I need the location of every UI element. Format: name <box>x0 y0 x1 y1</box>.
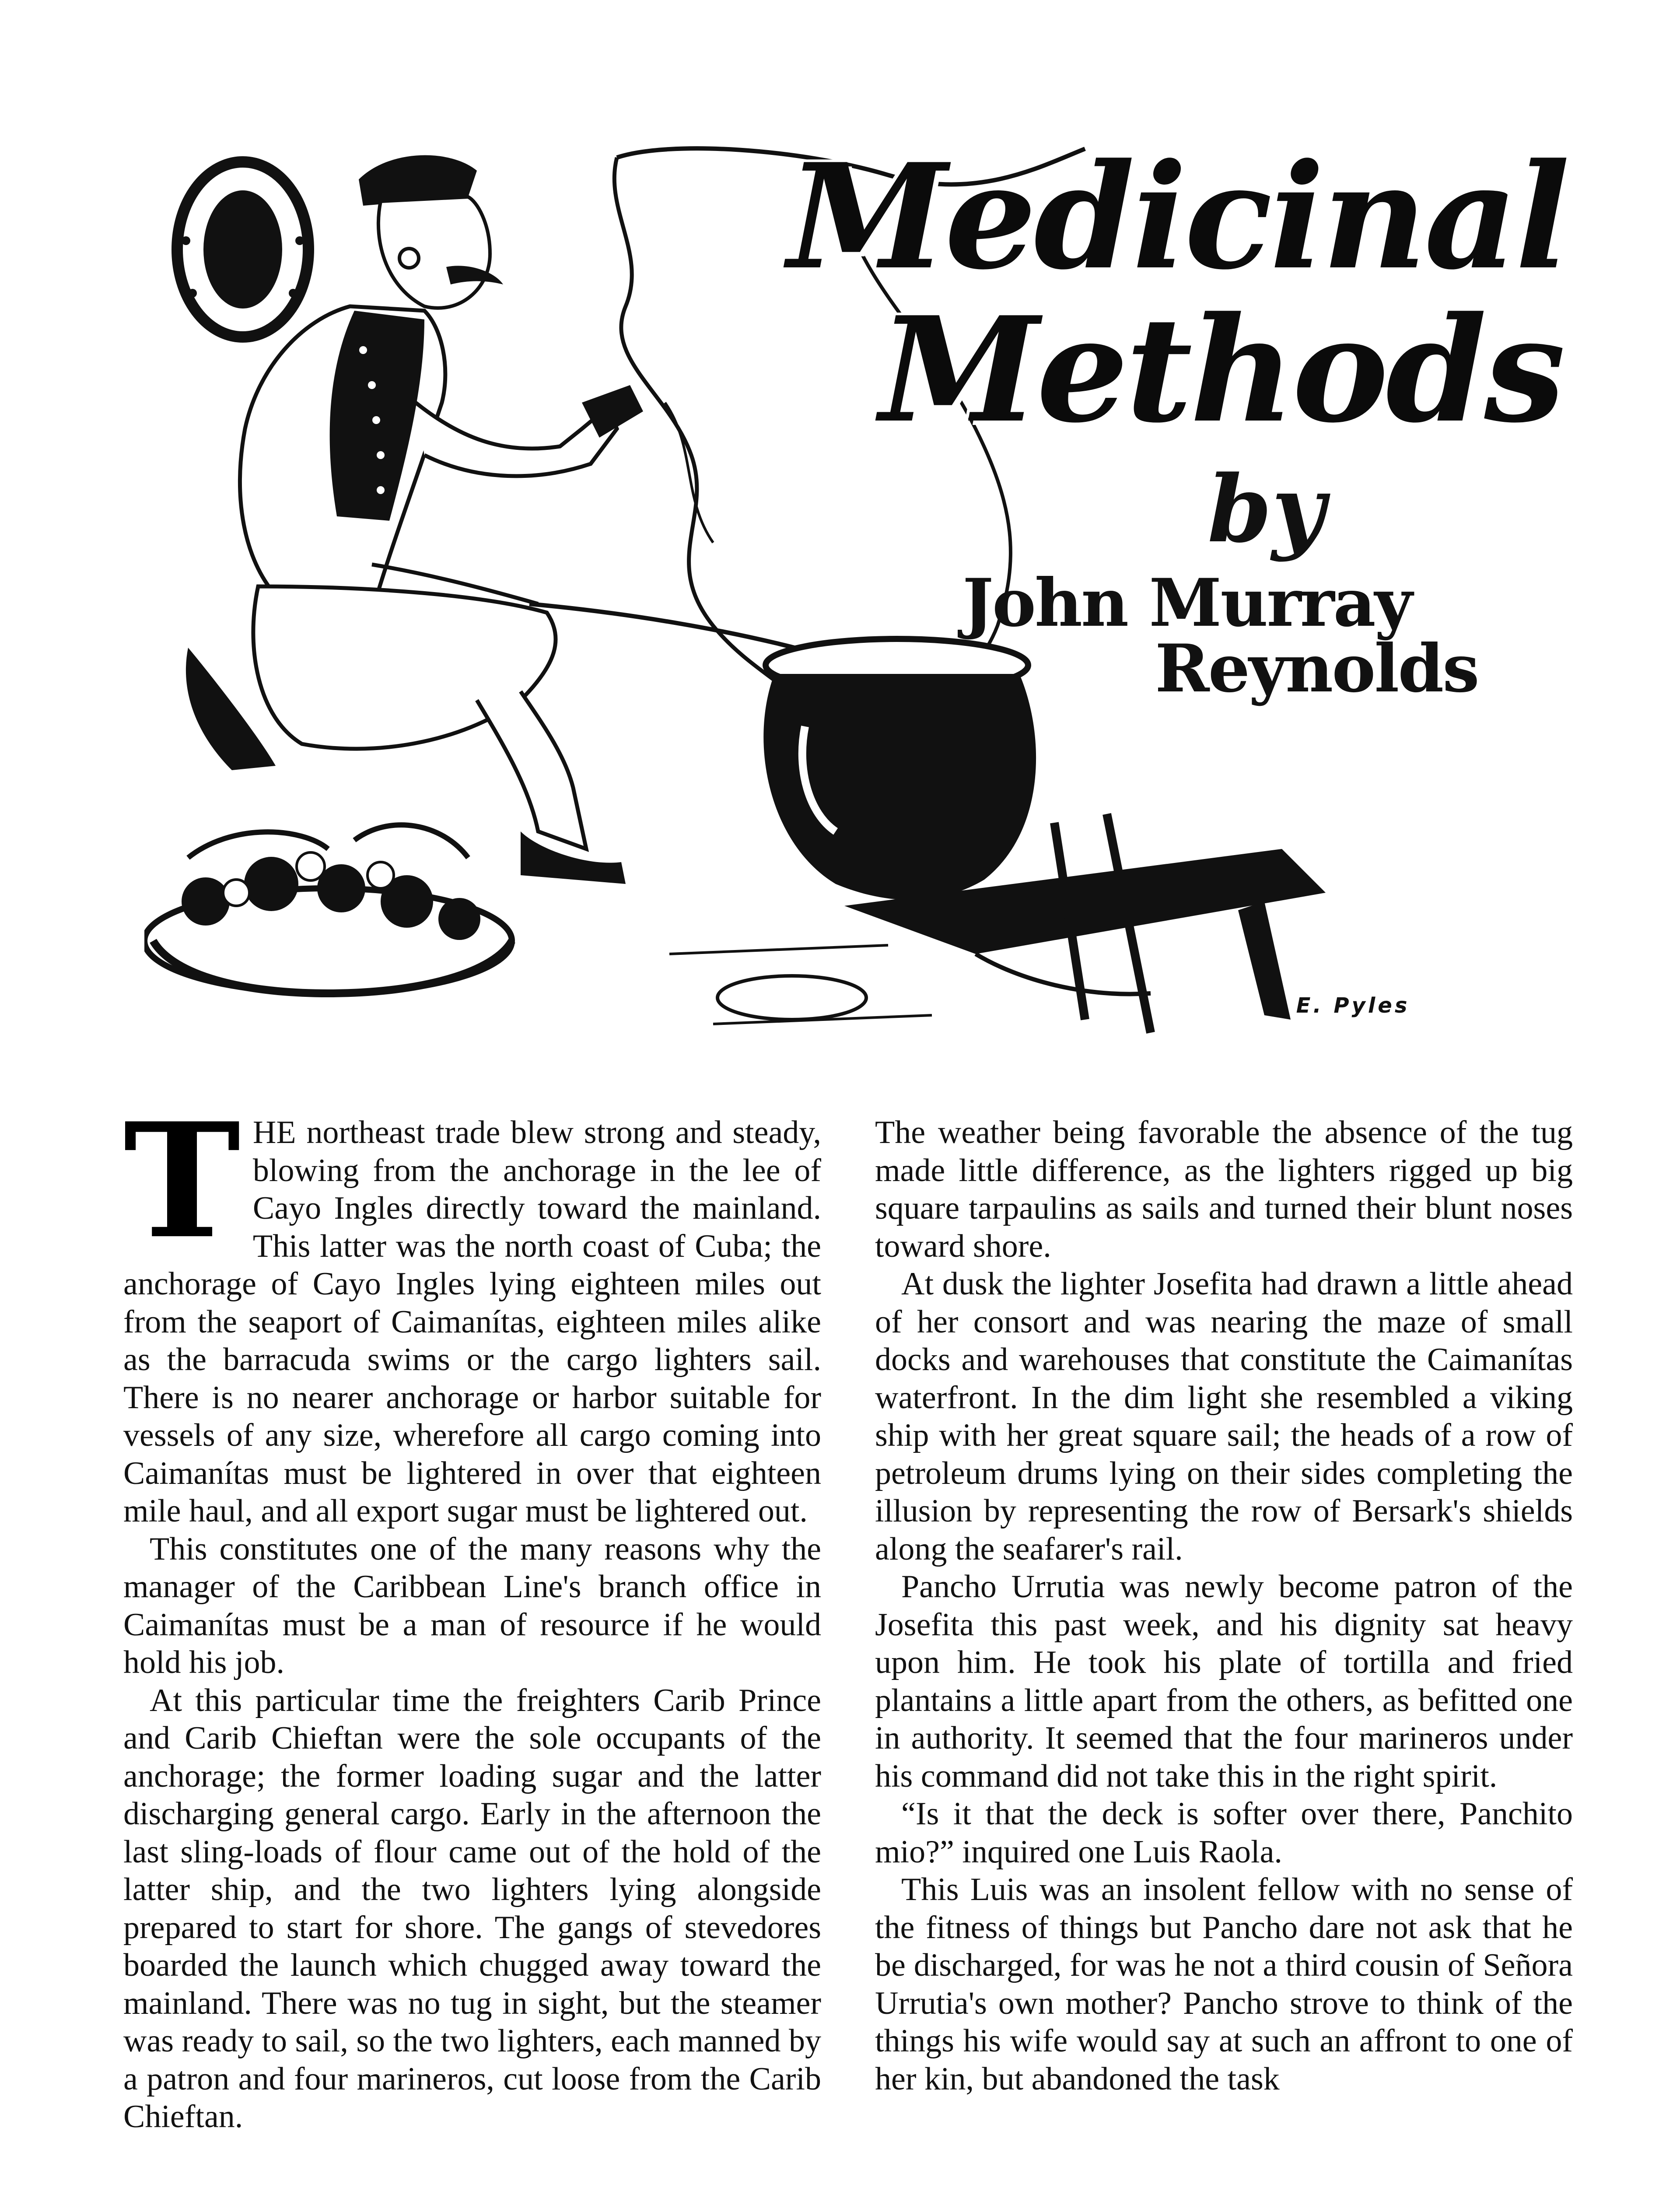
paragraph: This constitutes one of the many reasons why the manager of the Caribbean Line's branch office in Caimanítas must be a man of resource if he would hold his job. <box>123 1531 821 1680</box>
author-line-1: John Murray <box>962 565 1411 642</box>
right-column <box>875 1114 1573 2188</box>
paragraph: This Luis was an insolent fellow with no sense of the fitness of things but Pancho dare not ask that he be discharged, for was he not a third cousin of Señora Urrutia's own mother? Pancho strove to think of the things his wife would say at such an affront to one of her kin, but abandoned the task <box>875 1872 1573 2097</box>
left-column <box>123 1114 821 2188</box>
paragraph: The weather being favorable the absence of the tug made little difference, as the lighters rigged up big square tarpaulins as sails and turned their blunt noses toward shore. <box>875 1115 1573 1264</box>
paragraph: “Is it that the deck is softer over there, Panchito mio?” inquired one Luis Raola. <box>875 1796 1573 1870</box>
title-line-1: Medicinal <box>788 132 1568 302</box>
paragraph: At dusk the lighter Josefita had drawn a little ahead of her consort and was nearing the maze of small docks and warehouses that constitute the Caimanítas waterfront. In the dim light she resembled a viking ship with her great square sail; the heads of a row of petroleum drums lying on their sides completing the illusion by representing the row of Bersark's shields along the seafarer's rail. <box>875 1266 1573 1567</box>
byline: by <box>1208 455 1325 563</box>
paragraph: Pancho Urrutia was newly become patron of the Josefita this past week, and his dignity sat heavy upon him. He took his plate of tortilla and fried plantains a little apart from the others, as befitted one in authority. It seemed that the four marineros under his command did not take this in the right spirit. <box>875 1569 1573 1794</box>
paragraph: HE northeast trade blew strong and steady, blowing from the anchorage in the lee of Cayo Ingles directly toward the mainland. This latter was the north coast of Cuba; the anchorage of Cayo Ingles lying eighteen miles out from the seaport of Caimanítas, eighteen miles alike as the barracuda swims or the cargo lighters sail. There is no nearer anchorage or harbor suitable for vessels of any size, wherefore all cargo coming into Caimanítas must be lightered in over that eighteen mile haul, and all export sugar must be lightered out. <box>123 1115 821 1529</box>
illustrator-signature: V. E. Pyles <box>1260 993 1410 1018</box>
paragraph: At this particular time the freighters Carib Prince and Carib Chieftan were the sole occupants of the anchorage; the former loading sugar and the latter discharging general cargo. Early in the afternoon the last sling-loads of flour came out of the hold of the latter ship, and the two lighters lying alongside prepared to start for shore. The gangs of stevedores boarded the launch which chugged away toward the mainland. There was no tug in sight, but the steamer was ready to sail, so the two lighters, each manned by a patron and four marineros, cut loose from the Carib Chieftan. <box>123 1682 821 2135</box>
title-line-2: Methods <box>879 285 1563 455</box>
author-line-2: Reynolds <box>1155 630 1478 707</box>
drop-cap: T <box>123 1114 241 1273</box>
